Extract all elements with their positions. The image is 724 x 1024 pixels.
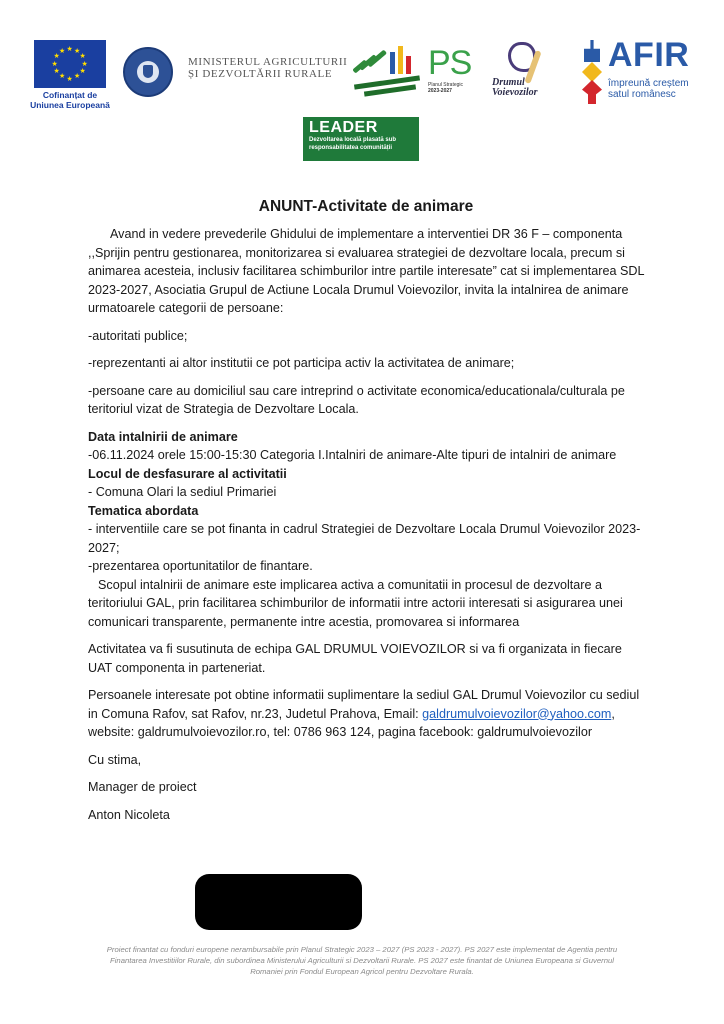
- redacted-signature: [195, 874, 362, 930]
- romanian-government-emblem-icon: [123, 47, 173, 97]
- topic-item: -prezentarea oportunitatilor de finantare.: [88, 559, 313, 573]
- afir-logo: [582, 36, 712, 108]
- eu-star-icon: ★: [59, 73, 66, 81]
- eu-star-icon: ★: [79, 53, 86, 60]
- eu-star-icon: ★: [66, 45, 73, 53]
- signer-role: Manager de proiect: [88, 780, 197, 794]
- ps-sub-line2: 2023-2027: [428, 88, 452, 94]
- ps-blue-bar-icon: [390, 52, 395, 74]
- eu-star-icon: ★: [53, 68, 60, 75]
- closing: Cu stima,: [88, 752, 142, 767]
- eu-caption-line1: Cofinanțat de: [42, 90, 98, 100]
- afir-sub-line1: împreună creștem: [608, 78, 689, 89]
- eu-caption-line2: Uniunea Europeană: [30, 100, 110, 110]
- category-item: -reprezentanti ai altor institutii ce pot participa activ la activitatea de animare;: [88, 356, 515, 370]
- ps-yellow-bar-icon: [398, 46, 403, 74]
- afir-sub-line2: satul românesc: [608, 89, 676, 100]
- ministry-line2: ȘI DEZVOLTĂRII RURALE: [188, 68, 333, 80]
- purpose-paragraph: Scopul intalnirii de animare este implicarea activa a comunitatii in procesul de dezvoltare a teritoriului GAL, prin facilitarea schimburilor de informatii intre actorii interesati si asigurarea unei comunicari transparente, permanente intre acestia, promovarea si informarea: [88, 577, 623, 629]
- location-heading: Locul de desfasurare al activitatii: [88, 466, 287, 481]
- date-heading: Data intalnirii de animare: [88, 429, 238, 444]
- category-item: -persoane care au domiciliul sau care intreprind o activitate economica/educationala/culturala pe teritoriul vizat de Strategia de Dezvoltare Locala.: [88, 383, 625, 416]
- eu-star-icon: ★: [81, 60, 88, 68]
- eu-star-icon: ★: [51, 60, 58, 68]
- leader-logo: [303, 117, 419, 161]
- planul-strategic-logo: [350, 42, 480, 102]
- topic-item: - interventiile care se pot finanta in cadrul Strategiei de Dezvoltare Locala Drumul Voievozilor 2023-2027;: [88, 522, 641, 555]
- eu-logo: [30, 40, 110, 112]
- contact-paragraph: [88, 686, 644, 742]
- eu-star-icon: ★: [59, 47, 66, 55]
- leader-title: LEADER: [309, 119, 378, 136]
- ps-red-bar-icon: [406, 56, 411, 74]
- afir-title: AFIR: [608, 36, 690, 74]
- ps-letters: PS: [428, 44, 472, 82]
- announcement-document: [88, 197, 644, 833]
- contact-text-after: , website: galdrumulvoievozilor.ro, tel: 0786 963 124, pagina facebook: galdrumulvoievozilor: [88, 706, 615, 739]
- ministry-logo: [188, 56, 347, 80]
- eu-star-icon: ★: [66, 75, 73, 83]
- leader-sub-line1: Dezvoltarea locală plasată sub: [309, 137, 397, 143]
- ministry-line1: MINISTERUL AGRICULTURII: [188, 56, 348, 68]
- leader-sub-line2: responsabilitatea comunității: [309, 144, 393, 151]
- logo-header: [0, 0, 724, 170]
- eu-star-icon: ★: [79, 68, 86, 75]
- topics-heading: Tematica abordata: [88, 503, 199, 518]
- drumul-line1: Drumul: [492, 77, 525, 88]
- drumul-voievozilor-logo: [490, 40, 554, 104]
- email-link[interactable]: galdrumulvoievozilor@yahoo.com: [422, 706, 612, 721]
- afir-symbol-icon: [582, 40, 602, 106]
- ps-sub-line1: Planul Strategic: [428, 82, 464, 88]
- signer-name: Anton Nicoleta: [88, 807, 170, 822]
- category-item: -autoritati publice;: [88, 328, 188, 343]
- funding-footer: Proiect finantat cu fonduri europene nerambursabile prin Planul Strategic 2023 – 2027 (PS 2023 - 2027). PS 2027 este implementat de Agentia pentru Finantarea Investitiilor Rurale, din subordinea Ministerului Agriculturii si Dezvoltarii Rurale. PS 2027 este finantat de Uniunea Europeana si Guvernul Romaniei prin Fondul European Agricol pentru Dezvoltare Rurala.: [106, 945, 618, 976]
- eu-star-icon: ★: [74, 47, 81, 55]
- date-text: -06.11.2024 orele 15:00-15:30 Categoria I.Intalniri de animare-Alte tipuri de intalniri de animare: [88, 448, 617, 462]
- document-title: ANUNT-Activitate de animare: [258, 198, 474, 215]
- eu-star-icon: ★: [74, 73, 81, 81]
- drumul-line2: Voievozilor: [492, 87, 538, 98]
- eu-star-icon: ★: [53, 53, 60, 60]
- intro-paragraph: Avand in vedere prevederile Ghidului de implementare a interventiei DR 36 F – componenta ,,Sprijin pentru gestionarea, monitorizarea si evaluarea strategiei de dezvoltare locala, precum si animarea acesteia, inclusiv facilitarea schimburilor intre partile interesate” cat si implementarea SDL 2023-2027, Asociatia Grupul de Actiune Locala Drumul Voievozilor, invita la intalnirea de animare urmatoarele categorii de persoane:: [88, 227, 644, 315]
- location-text: - Comuna Olari la sediul Primariei: [88, 485, 277, 499]
- support-paragraph: Activitatea va fi susutinuta de echipa GAL DRUMUL VOIEVOZILOR si va fi organizata in fiecare UAT componenta in parteneriat.: [88, 642, 622, 675]
- contact-text-before: Persoanele interesate pot obtine informatii suplimentare la sediul GAL Drumul Voievozilor cu sediul in Comuna Rafov, sat Rafov, nr.23, Judetul Prahova, Email:: [88, 688, 640, 721]
- eu-flag-icon: [34, 40, 106, 88]
